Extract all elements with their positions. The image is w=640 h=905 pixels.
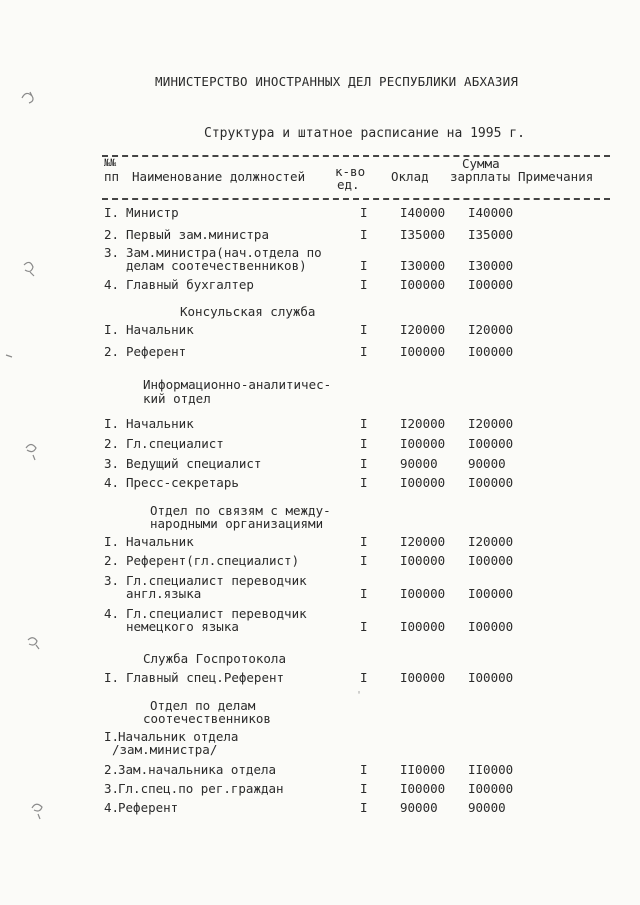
document-subtitle: Структура и штатное расписание на 1995 г. xyxy=(204,126,525,141)
margin-smudge xyxy=(22,92,33,103)
table-row-continued: /зам.министра/ xyxy=(112,742,218,757)
table-row: 2. Первый зам.министра I I35000 I35000 xyxy=(104,227,514,242)
section-title-continued: народными организациями xyxy=(150,516,324,531)
table-row-continued: делам соотечественников) I I30000 I30000 xyxy=(126,258,514,273)
section-title: Информационно-аналитичес- xyxy=(143,377,332,392)
header-notes: Примечания xyxy=(518,169,594,184)
section-title: Отдел по связям с между- xyxy=(150,503,331,518)
header-qty-top: к-во xyxy=(335,164,366,179)
section-title-continued: кий отдел xyxy=(143,391,211,406)
section-title: Консульская служба xyxy=(180,304,316,319)
header-sum-top: Сумма xyxy=(462,156,500,171)
table-row: 2. Референт(гл.специалист) I I00000 I00000 xyxy=(104,553,514,568)
header-name: Наименование должностей xyxy=(132,169,306,184)
table-row: 4. Главный бухгалтер I I00000 I00000 xyxy=(104,277,514,292)
table-row: 4. Пресс-секретарь I I00000 I00000 xyxy=(104,475,514,490)
margin-smudge xyxy=(32,804,42,819)
table-row: 3. Ведущий специалист I 90000 90000 xyxy=(104,456,506,471)
table-row: 4. Гл.специалист переводчик xyxy=(104,606,307,621)
table-row: 3. Зам.министра(нач.отдела по xyxy=(104,245,322,260)
table-row: 2. Гл.специалист I I00000 I00000 xyxy=(104,436,514,451)
table-row: I. Министр I I40000 I40000 xyxy=(104,205,514,220)
section-title: Служба Госпротокола xyxy=(143,651,286,666)
table-row: I. Начальник I I20000 I20000 xyxy=(104,322,514,337)
header-salary: Оклад xyxy=(391,169,429,184)
header-bottom-rule xyxy=(102,198,610,200)
margin-smudge xyxy=(28,638,39,649)
margin-smudge xyxy=(26,445,36,461)
header-qty-bottom: ед. xyxy=(337,177,360,192)
header-num-top: №№ xyxy=(104,158,117,169)
section-title-continued: соотечественников xyxy=(143,711,271,726)
table-row: 4. Референт I 90000 90000 xyxy=(104,800,506,815)
table-row: 2. Зам.начальника отдела I II0000 II0000 xyxy=(104,762,514,777)
ministry-heading: МИНИСТЕРСТВО ИНОСТРАННЫХ ДЕЛ РЕСПУБЛИКИ АБХАЗИЯ xyxy=(155,74,519,89)
margin-smudge xyxy=(24,262,34,276)
header-top-rule xyxy=(102,155,610,157)
table-row: I. Главный спец.Референт I I00000 I00000 xyxy=(104,670,514,685)
header-sum-bottom: зарплаты xyxy=(450,169,511,184)
section-title: Отдел по делам xyxy=(150,698,256,713)
table-row-continued: немецкого языка I I00000 I00000 xyxy=(126,619,514,634)
table-row: I. Начальник I I20000 I20000 xyxy=(104,416,514,431)
table-row: 3. Гл.специалист переводчик xyxy=(104,573,307,588)
table-row: 2. Референт I I00000 I00000 xyxy=(104,344,514,359)
table-row-continued: англ.языка I I00000 I00000 xyxy=(126,586,514,601)
stray-mark: ' xyxy=(356,690,363,701)
table-row: I. Начальник отдела xyxy=(104,729,239,744)
table-row: 3. Гл.спец.по рег.граждан I I00000 I00000 xyxy=(104,781,514,796)
margin-smudge xyxy=(6,355,12,357)
header-num-bottom: пп xyxy=(104,169,120,184)
table-row: I. Начальник I I20000 I20000 xyxy=(104,534,514,549)
